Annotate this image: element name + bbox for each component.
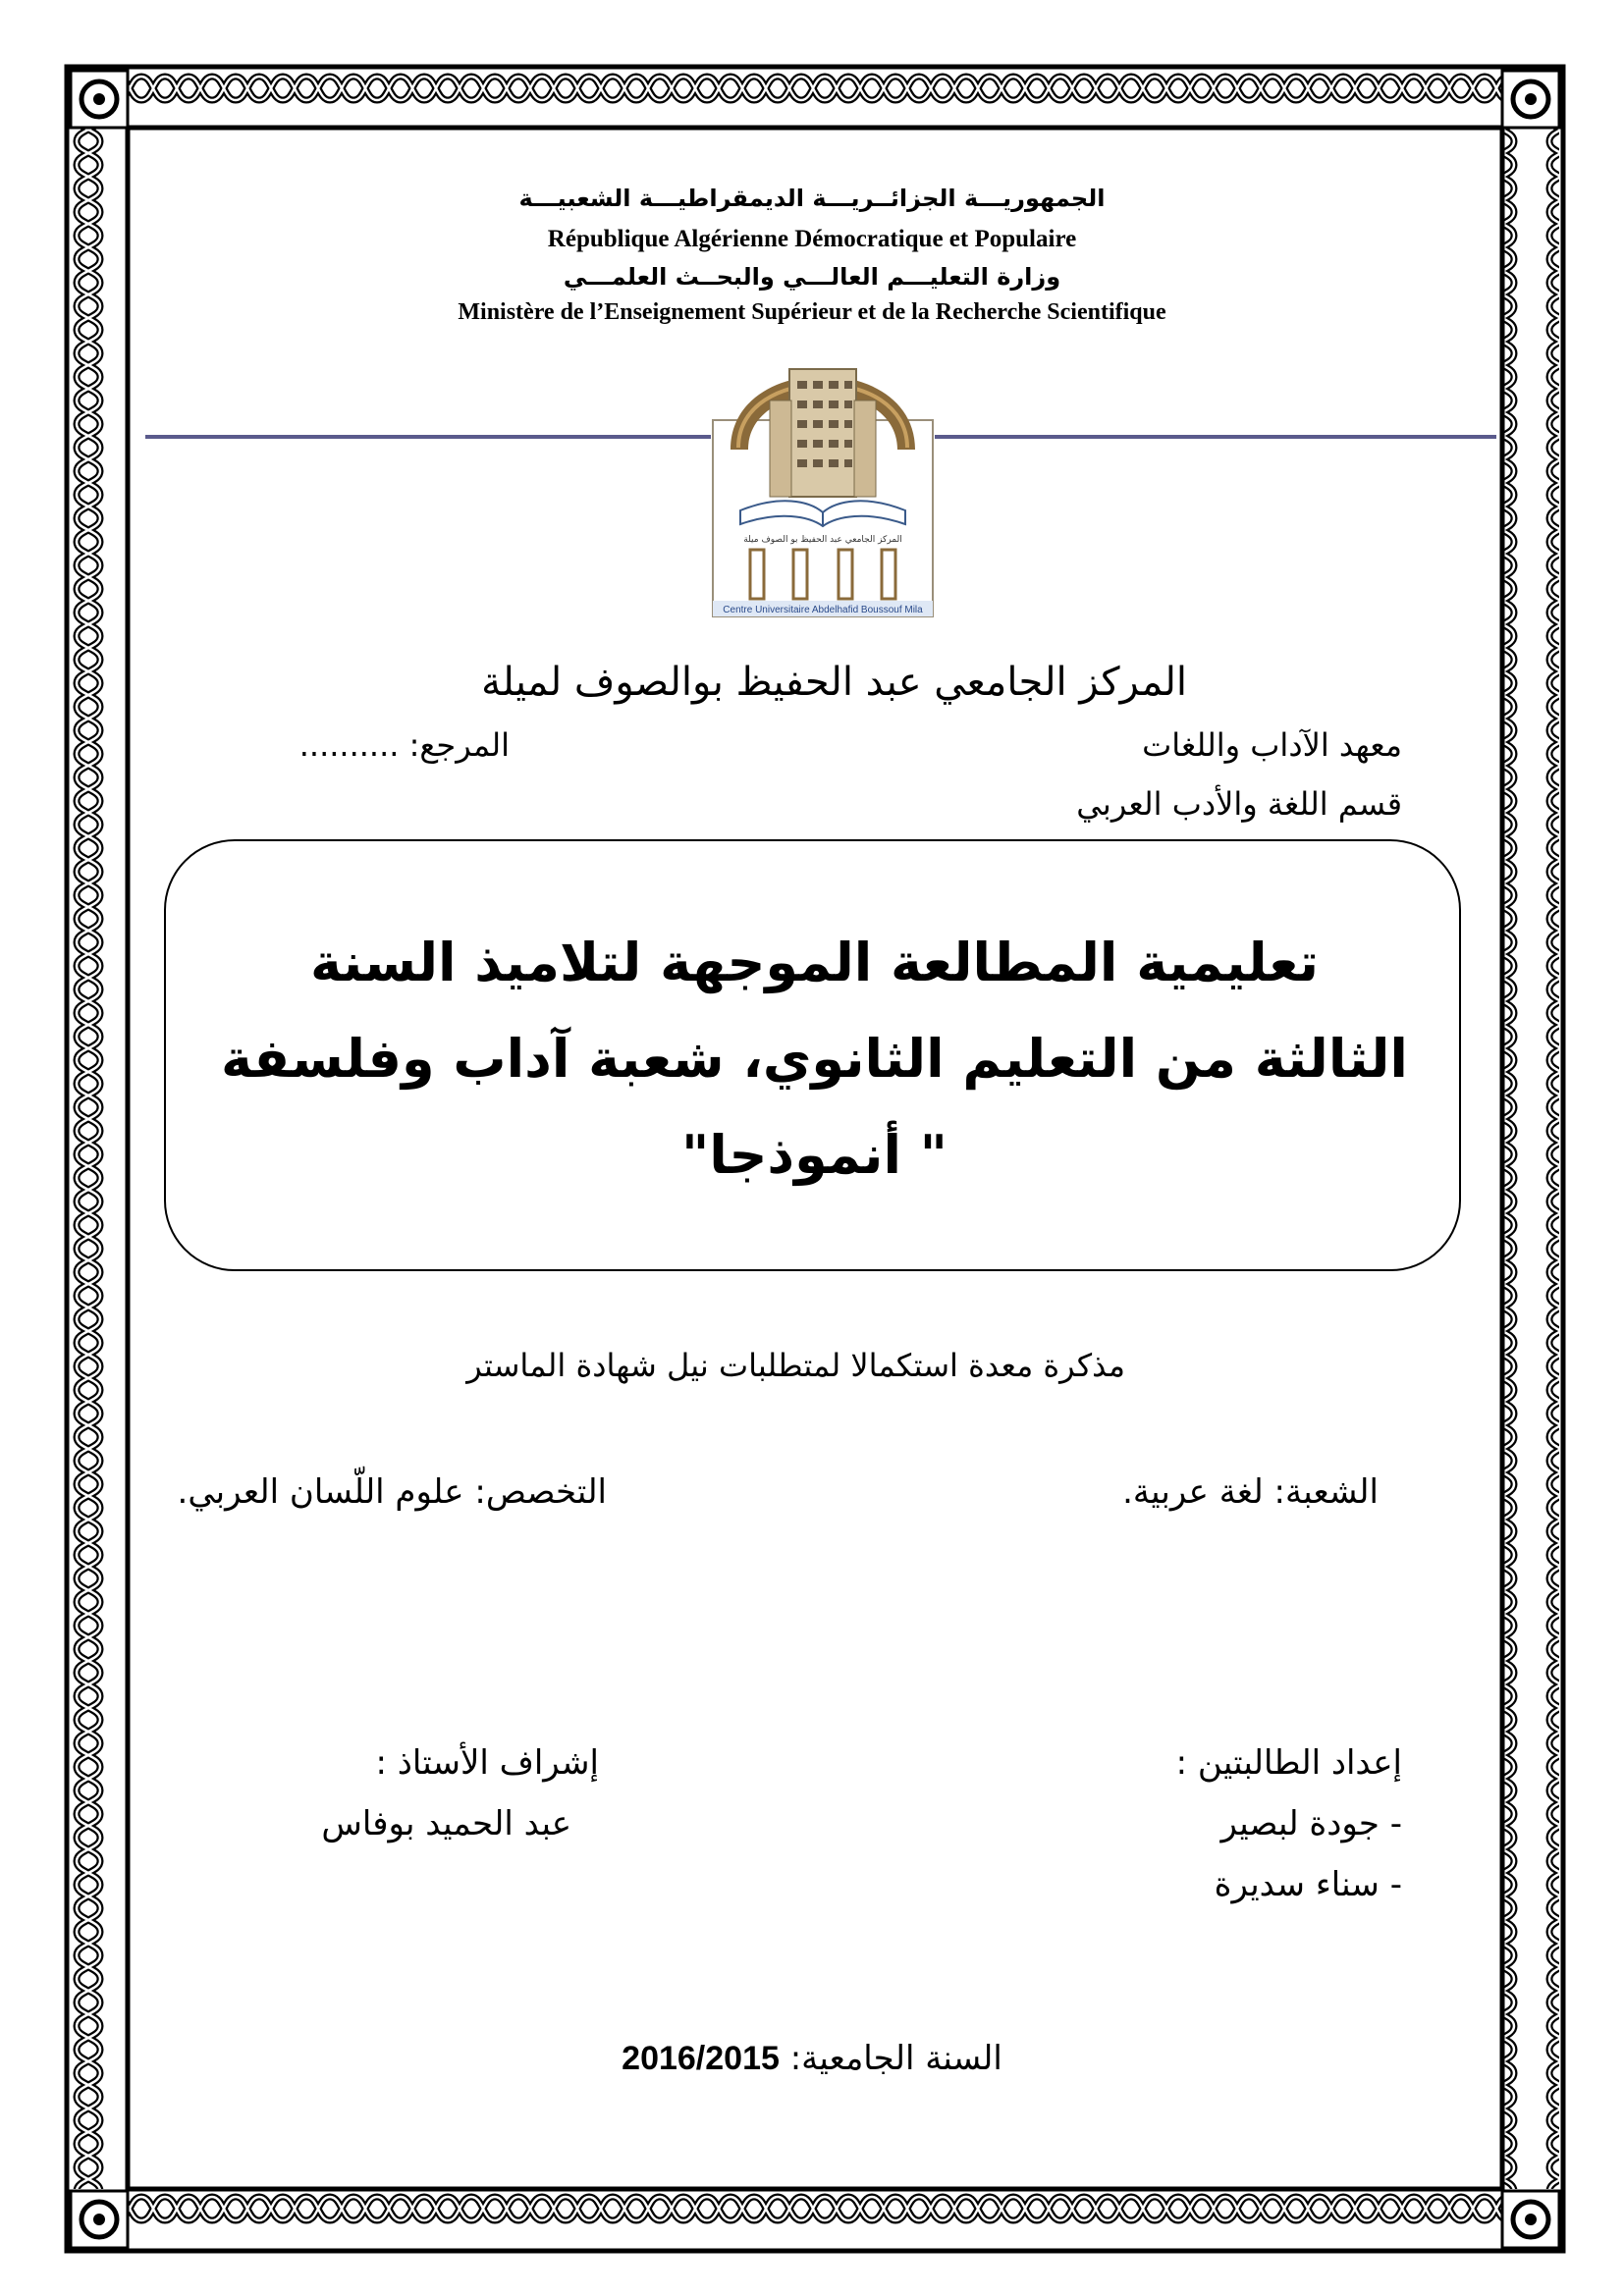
institute-name: معهد الآداب واللغات	[1142, 726, 1402, 764]
header-divider-right	[935, 435, 1496, 439]
corner-ornament-bl	[71, 2191, 128, 2248]
student-name-1: - جودة لبصير	[1220, 1804, 1402, 1843]
ministry-french: Ministère de l’Enseignement Supérieur et de la Recherche Scientifique	[458, 299, 1166, 325]
ministry-arabic: وزارة التعليـــم العالـــي والبحــث العلمـــي	[563, 263, 1061, 291]
thesis-title-line-1: تعليمية المطالعة الموجهة لتلاميذ السنة	[309, 932, 1320, 993]
corner-ornament-br	[1502, 2191, 1559, 2248]
academic-year	[0, 2039, 1624, 2078]
memo-statement: مذكرة معدة استكمالا لمتطلبات نيل شهادة الماستر	[466, 1347, 1125, 1384]
supervisor-name: عبد الحميد بوفاس	[321, 1804, 571, 1843]
thesis-title-line-2: الثالثة من التعليم الثانوي، شعبة آداب وفلسفة	[221, 1028, 1408, 1090]
academic-year-label: السنة الجامعية:	[789, 2039, 1002, 2078]
academic-year-value: 2016/2015	[622, 2040, 780, 2077]
institution-name: المركز الجامعي عبد الحفيظ بوالصوف لميلة	[481, 660, 1187, 705]
student-name-2: - سناء سديرة	[1214, 1865, 1402, 1904]
specialty-field: التخصص: علوم اللّسان العربي.	[177, 1472, 607, 1512]
university-logo	[711, 332, 935, 618]
students-label: إعداد الطالبتين :	[1175, 1743, 1402, 1783]
logo-caption-fr: Centre Universitaire Abdelhafid Boussouf Mila	[723, 605, 923, 615]
thesis-title-box	[164, 839, 1461, 1271]
department-name: قسم اللغة والأدب العربي	[1076, 785, 1402, 823]
thesis-title-line-3: " أنموذجا"	[681, 1124, 947, 1186]
republic-arabic: الجمهوريـــة الجزائــريـــة الديمقراطيـــة الشعبيـــة	[518, 185, 1106, 212]
supervisor-label: إشراف الأستاذ :	[375, 1743, 599, 1783]
logo-caption-ar: المركز الجامعي عبد الحفيظ بو الصوف ميلة	[743, 535, 902, 545]
header-divider-left	[145, 435, 711, 439]
republic-french: République Algérienne Démocratique et Populaire	[547, 226, 1077, 252]
reference-field: المرجع: ..........	[298, 726, 510, 764]
branch-field: الشعبة: لغة عربية.	[1122, 1472, 1379, 1512]
corner-ornament-tr	[1502, 71, 1559, 128]
corner-ornament-tl	[71, 71, 128, 128]
